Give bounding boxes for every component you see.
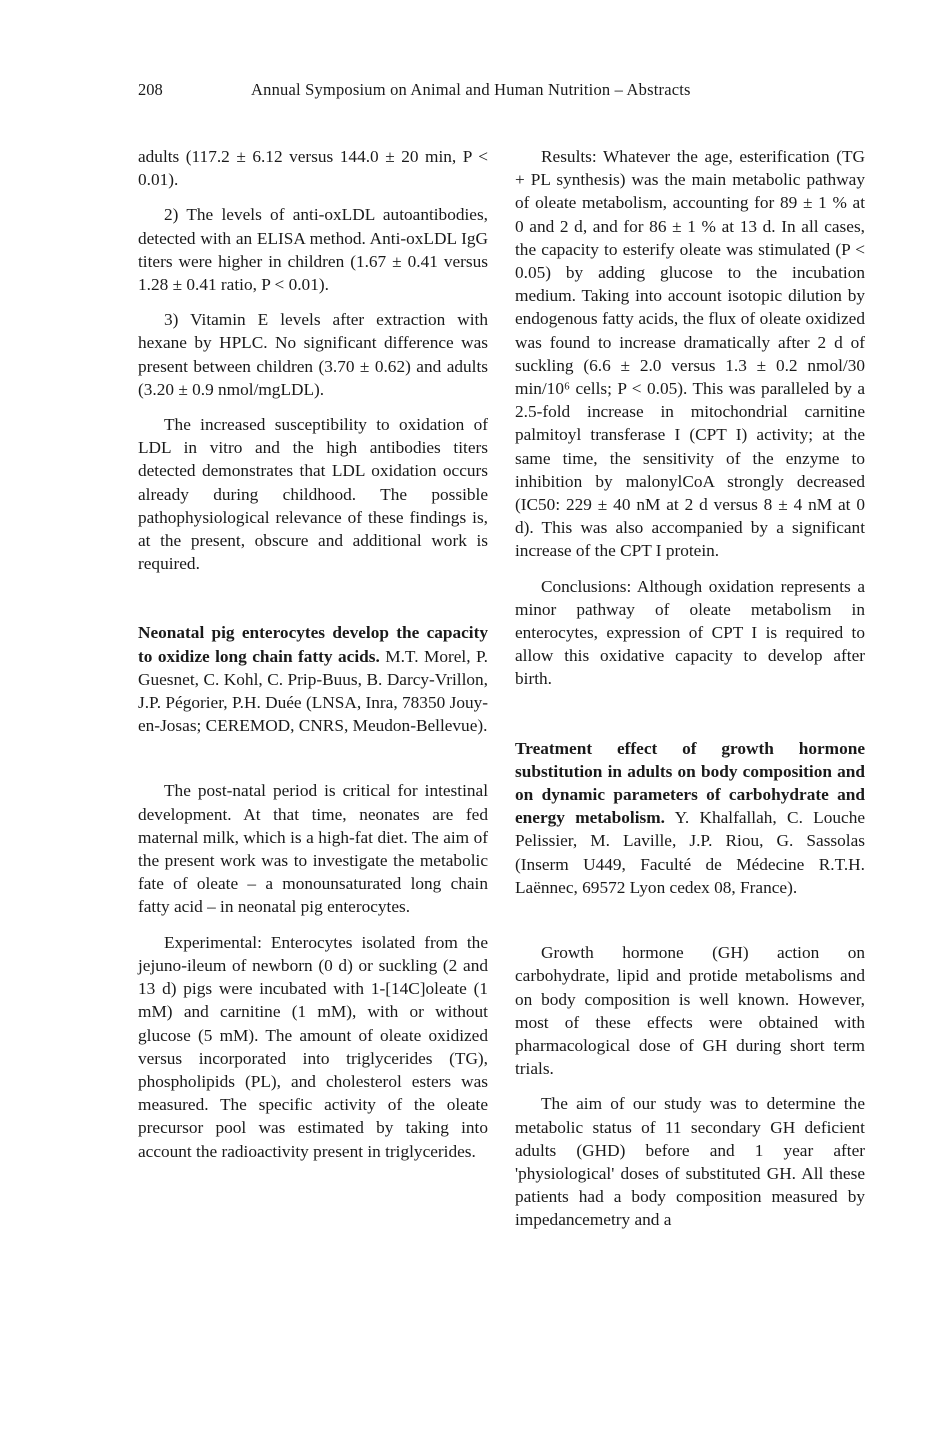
right-column [515,145,865,1244]
abstract-title: Neonatal pig enterocytes develop the capacity to oxidize long chain fatty acids. [138,623,488,666]
abstract-authors: M.T. Morel, P. Guesnet, C. Kohl, C. Prip-Buus, B. Darcy-Vrillon, J.P. Pégorier, P.H. Duée (LNSA, Inra, 78350 Jouy-en-Josas; CEREMOD, CNRS, Meudon-Bellevue). [138,646,488,736]
paragraph: Growth hormone (GH) action on carbohydrate, lipid and protide metabolisms and on body composition is well known. However, most of these effects were obtained with pharmacological dose of GH during short term trials. [515,943,865,1079]
paragraph: Results: Whatever the age, esterification (TG + PL synthesis) was the main metabolic pathway of oleate metabolism, accounting for 89 ± 1 % at 0 and 2 d, and for 86 ± 1 % at 13 d. In all cases, the capacity to esterify oleate was stimulated (P < 0.05) by adding glucose to the incubation medium. Taking into account isotopic dilution by endogenous fatty acids, the flux of oleate oxidized was found to increase dramatically after 2 d of suckling (6.6 ± 2.0 versus 1.3 ± 0.2 nmol/30 min/10⁶ cells; P < 0.05). This was paralleled by a 2.5-fold increase in mitochondrial carnitine palmitoyl transferase I (CPT I) activity; at the same time, the sensitivity of the enzyme to inhibition by malonylCoA strongly decreased (IC50: 229 ± 40 nM at 2 d versus 8 ± 4 nM at 0 d). This was also accompanied by a significant increase of the CPT I protein. [515,147,865,561]
abstract-authors: Y. Khalfallah, C. Louche Pelissier, M. Laville, J.P. Riou, G. Sassolas (Inserm U449, Faculté de Médecine R.T.H. Laënnec, 69572 Lyon cedex 08, France). [515,808,865,897]
abstract-heading [515,737,865,899]
paragraph: The aim of our study was to determine the metabolic status of 11 secondary GH deficient adults (GHD) before and 1 year after 'physiological' doses of substituted GH. All these patients had a body composition measured by impedancemetry and a [515,1094,865,1230]
paragraph: The post-natal period is critical for intestinal development. At that time, neonates are fed maternal milk, which is a high-fat diet. The aim of the present work was to investigate the metabolic fate of oleate – a monounsaturated long chain fatty acid – in neonatal pig enterocytes. [138,781,488,917]
paragraph: Experimental: Enterocytes isolated from the jejuno-ileum of newborn (0 d) or suckling (2 and 13 d) pigs were incubated with 1-[14C]oleate (1 mM) and carnitine (1 mM), with or without glucose (5 mM). The amount of oleate oxidized versus incorporated into triglycerides (TG), phospholipids (PL), and cholesterol esters was measured. The specific activity of the oleate precursor pool was estimated by taking into account the radioactivity present in triglycerides. [138,932,488,1161]
paragraph: Conclusions: Although oxidation represents a minor pathway of oleate metabolism in enterocytes, expression of CPT I is required to allow this oxidative capacity to develop after birth. [515,576,865,689]
left-column [138,145,488,1175]
page-number: 208 [138,80,163,99]
abstract-heading [138,621,488,737]
running-title: Annual Symposium on Animal and Human Nutrition – Abstracts [251,80,691,99]
paragraph: 2) The levels of anti-oxLDL autoantibodies, detected with an ELISA method. Anti-oxLDL IgG titers were higher in children (1.67 ± 0.41 versus 1.28 ± 0.41 ratio, P < 0.01). [138,205,488,295]
paragraph: 3) Vitamin E levels after extraction with hexane by HPLC. No significant difference was present between children (3.70 ± 0.62) and adults (3.20 ± 0.9 nmol/mgLDL). [138,310,488,399]
paragraph: The increased susceptibility to oxidation of LDL in vitro and the high antibodies titers detected demonstrates that LDL oxidation occurs already during childhood. The possible pathophysiological relevance of these findings is, at the present, obscure and additional work is required. [138,415,488,574]
abstract-title: Treatment effect of growth hormone substitution in adults on body composition and on dynamic parameters of carbohydrate and energy metabolism. [515,738,865,828]
paragraph: adults (117.2 ± 6.12 versus 144.0 ± 20 min, P < 0.01). [138,147,488,190]
